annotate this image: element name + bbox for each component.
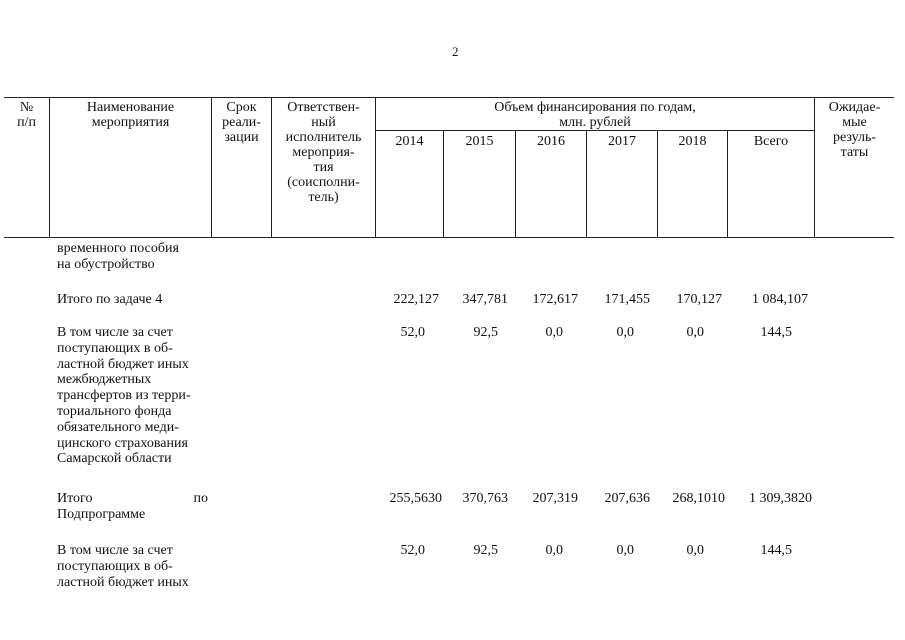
value-2015: 92,5	[473, 325, 498, 340]
header-text: зации	[224, 130, 259, 145]
value-2016: 0,0	[545, 543, 563, 558]
table-row-including-label	[57, 325, 208, 467]
value-2017: 0,0	[616, 325, 634, 340]
row-text-line: поступающих в об-	[57, 558, 173, 574]
header-text: мые	[842, 115, 867, 130]
header-text: Ожидае-	[828, 100, 881, 115]
page-number: 2	[452, 44, 459, 59]
header-year-2014: 2014	[395, 134, 424, 149]
header-text: исполнитель	[285, 130, 362, 145]
value-2015: 92,5	[473, 543, 498, 558]
row-text-line: ластной бюджет иных	[57, 356, 189, 372]
row-text-line: обязательного меди-	[57, 419, 179, 435]
header-text: тия	[313, 160, 334, 175]
row-text-line: межбюджетных	[57, 372, 152, 388]
header-text: Срок	[226, 100, 257, 115]
value-total: 144,5	[760, 543, 792, 558]
header-text: мероприя-	[292, 145, 355, 160]
value-2016: 0,0	[545, 325, 563, 340]
value-2017: 207,636	[604, 491, 650, 506]
value-2017: 0,0	[616, 543, 634, 558]
header-bottom-border	[4, 237, 894, 238]
table-row-continuation	[57, 241, 208, 273]
table-row-including-label-2	[57, 543, 208, 590]
header-text: п/п	[17, 115, 36, 130]
header-name-column	[50, 100, 211, 130]
header-text: №	[19, 100, 34, 115]
row-text-line: Подпрограмме	[57, 506, 146, 522]
header-text: тель)	[308, 190, 339, 205]
header-text: ный	[311, 115, 336, 130]
value-2014: 255,5630	[389, 491, 442, 506]
header-results-column	[815, 100, 894, 160]
value-2018: 0,0	[686, 325, 704, 340]
header-year-2017: 2017	[608, 134, 636, 149]
header-text: (соисполни-	[287, 175, 360, 190]
header-text: реали-	[222, 115, 261, 130]
row-text-line: цинского страхования	[57, 435, 188, 451]
header-top-border	[4, 97, 894, 98]
row-text-line: временного пособия	[57, 241, 179, 256]
header-years-divider	[375, 130, 815, 131]
value-2018: 0,0	[686, 543, 704, 558]
table-row-task-total-label	[57, 292, 208, 308]
header-text: мероприятия	[91, 115, 170, 130]
row-text-line: поступающих в об-	[57, 340, 173, 356]
value-total: 144,5	[760, 325, 792, 340]
table-row-subprogram-total-label	[57, 491, 208, 523]
row-text-line: ластной бюджет иных	[57, 574, 189, 590]
header-text: Ответствен-	[287, 100, 360, 115]
value-2014: 52,0	[400, 543, 425, 558]
value-2018: 170,127	[676, 292, 722, 307]
header-year-2018: 2018	[678, 134, 707, 149]
header-term-column	[212, 100, 271, 145]
value-2018: 268,1010	[672, 491, 725, 506]
row-text-line: на обустройство	[57, 256, 155, 272]
header-year-2015: 2015	[465, 134, 494, 149]
header-text: таты	[840, 145, 869, 160]
row-text-line: Итого по задаче 4	[57, 292, 163, 307]
value-2017: 171,455	[604, 292, 650, 307]
header-text: млн. рублей	[559, 115, 631, 130]
header-number-column	[4, 100, 49, 130]
value-2015: 347,781	[462, 292, 508, 307]
value-2016: 172,617	[532, 292, 578, 307]
value-2015: 370,763	[462, 491, 508, 506]
row-text-line	[57, 491, 208, 507]
header-year-2016: 2016	[537, 134, 565, 149]
row-text-line: Самарской области	[57, 451, 172, 467]
value-total: 1 309,3820	[749, 491, 812, 506]
header-text: Наименование	[86, 100, 175, 115]
value-2014: 52,0	[400, 325, 425, 340]
header-responsible-column	[272, 100, 375, 205]
value-2014: 222,127	[393, 292, 439, 307]
row-text-word: Итого	[57, 491, 93, 506]
header-text: резуль-	[832, 130, 877, 145]
row-text-line: В том числе за счет	[57, 543, 173, 558]
header-text: Объем финансирования по годам,	[494, 100, 696, 115]
row-text-line: В том числе за счет	[57, 325, 173, 340]
value-2016: 207,319	[532, 491, 578, 506]
row-text-line: трансфертов из терри-	[57, 388, 191, 404]
row-text-word: по	[193, 491, 208, 506]
value-total: 1 084,107	[752, 292, 808, 307]
row-text-line: ториального фонда	[57, 403, 172, 419]
header-total: Всего	[753, 134, 789, 149]
header-financing-column	[376, 100, 814, 130]
